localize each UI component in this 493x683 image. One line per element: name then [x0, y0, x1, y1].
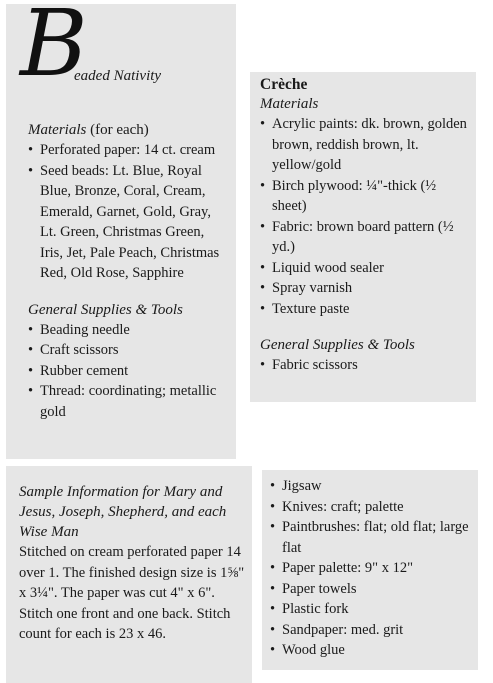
list-item: • Texture paste	[260, 299, 470, 320]
materials-label: Materials	[28, 122, 87, 138]
list-item: • Fabric scissors	[260, 355, 470, 376]
list-item: • Plastic fork	[270, 599, 472, 620]
list-item: • Rubber cement	[28, 361, 228, 382]
list-item: • Craft scissors	[28, 340, 228, 361]
creche-title: Crèche	[260, 76, 308, 93]
tools-continued-list	[270, 476, 472, 661]
tools-continued-panel	[262, 470, 478, 670]
list-item: • Acrylic paints: dk. brown, golden brown, reddish brown, lt. yellow/gold	[260, 114, 470, 176]
list-item: • Paper towels	[270, 579, 472, 600]
beaded-materials-list	[28, 140, 228, 284]
beaded-nativity-panel	[6, 0, 236, 459]
beaded-nativity-title: eaded Nativity	[74, 68, 162, 84]
list-item: • Birch plywood: ¼"-thick (½ sheet)	[260, 176, 470, 217]
sample-info-panel	[6, 466, 252, 683]
list-item: • Fabric: brown board pattern (½ yd.)	[260, 217, 470, 258]
creche-materials-list	[260, 114, 470, 319]
list-item: • Knives: craft; palette	[270, 497, 472, 518]
supplies-heading: General Supplies & Tools	[28, 301, 183, 318]
creche-supplies-list	[260, 355, 470, 376]
list-item: • Paintbrushes: flat; old flat; large flat	[270, 517, 472, 558]
creche-supplies-heading: General Supplies & Tools	[260, 337, 415, 353]
list-item: • Liquid wood sealer	[260, 258, 470, 279]
sample-info-heading: Sample Information for Mary and Jesus, Joseph, Shepherd, and each Wise Man	[19, 484, 227, 540]
list-item: • Beading needle	[28, 320, 228, 341]
list-item: • Spray varnish	[260, 278, 470, 299]
list-item: • Seed beads: Lt. Blue, Royal Blue, Bronze, Coral, Cream, Emerald, Garnet, Gold, Gray, Lt. Green, Christmas Green, Iris, Jet, Pale Peach, Christmas Red, Old Rose, Sapphire	[28, 161, 228, 284]
creche-materials-heading: Materials	[260, 96, 319, 112]
list-item: • Sandpaper: med. grit	[270, 620, 472, 641]
beaded-supplies-list	[28, 320, 228, 423]
list-item: • Paper palette: 9" x 12"	[270, 558, 472, 579]
sample-info-body: Stitched on cream perforated paper 14 over 1. The finished design size is 1⅝" x 3¼". The paper was cut 4" x 6". Stitch one front and one back. Stitch count for each is 23 x 46.	[19, 544, 245, 642]
list-item: • Jigsaw	[270, 476, 472, 497]
creche-panel	[250, 72, 476, 402]
list-item: • Thread: coordinating; metallic gold	[28, 381, 228, 422]
list-item: • Wood glue	[270, 640, 472, 661]
materials-suffix: (for each)	[86, 122, 149, 138]
materials-heading	[28, 120, 228, 140]
drop-cap: B	[20, 0, 88, 97]
list-item: • Perforated paper: 14 ct. cream	[28, 140, 228, 161]
